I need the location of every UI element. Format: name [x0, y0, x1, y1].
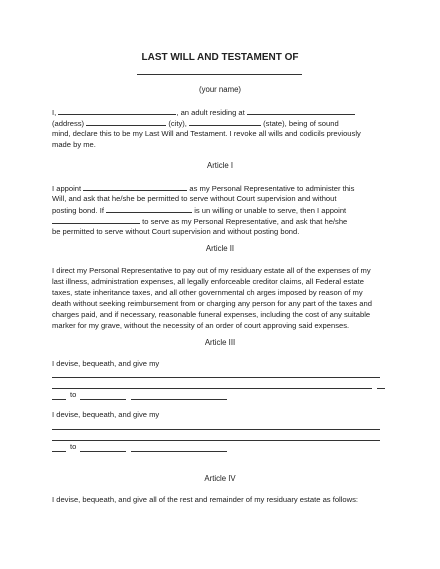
unwilling-label: is un willing or unable to serve, then I appoint — [194, 206, 347, 215]
devise-line-1: I devise, bequeath, and give my — [52, 359, 160, 368]
article-2-heading: Article II — [205, 244, 235, 253]
bequest-1-recipient-b[interactable] — [80, 399, 126, 400]
testator-name-field[interactable] — [58, 107, 176, 115]
bequest-2-recipient-c[interactable] — [131, 451, 227, 452]
article-4-heading: Article IV — [204, 474, 236, 483]
bequest-2-line-2[interactable] — [52, 440, 380, 441]
article-2-line-6: marker for my grave, without the necessity of an order of court approving said expenses. — [52, 321, 350, 330]
article-2-line-2: last illness, administration expenses, all legally enforceable creditor claims, all Federal estate — [52, 277, 364, 286]
city-label: (city), — [168, 119, 187, 128]
alternate-representative-field[interactable] — [52, 216, 140, 224]
intro-line-2 — [52, 118, 339, 129]
article-2-line-3: taxes, state inheritance taxes, and all other governmental ch arges imposed by reason of my — [52, 288, 363, 297]
city-field[interactable] — [189, 118, 261, 126]
bequest-1-line-2-end[interactable] — [377, 388, 385, 389]
article-2-line-1: I direct my Personal Representative to pay out of my residuary estate all of the expenses of my — [52, 266, 371, 275]
posting-bond-label: posting bond. If — [52, 206, 104, 215]
article-1-line-1 — [52, 183, 354, 194]
article-1-line-5: be permitted to serve without Court supervision and without posting bond. — [52, 227, 300, 236]
your-name-label: (your name) — [198, 85, 242, 94]
bequest-2-recipient-a[interactable] — [52, 451, 66, 452]
to-label-2: to — [70, 442, 77, 451]
devise-line-2: I devise, bequeath, and give my — [52, 410, 160, 419]
serve-label: to serve as my Personal Representative, and ask that he/she — [142, 217, 348, 226]
adult-residing-label: , an adult residing at — [176, 108, 245, 117]
article-1-line-3 — [52, 205, 346, 216]
bequest-1-line-2[interactable] — [52, 388, 372, 389]
bequest-1-recipient-a[interactable] — [52, 399, 66, 400]
intro-i-label: I, — [52, 108, 57, 117]
appoint-label: I appoint — [52, 184, 82, 193]
bequest-1-line-1[interactable] — [52, 377, 380, 378]
bequest-2-recipient-b[interactable] — [80, 451, 126, 452]
personal-representative-field[interactable] — [83, 183, 187, 191]
your-name-field[interactable] — [137, 74, 302, 75]
residence-field[interactable] — [247, 107, 355, 115]
article-3-heading: Article III — [204, 338, 236, 347]
intro-line-1 — [52, 107, 355, 118]
article-2-line-4: death without seeking reimbursement from or charging any person for any part of the taxes and — [52, 299, 372, 308]
article-2-line-5: charges paid, and if necessary, reasonable funeral expenses, including the cost of any suitable — [52, 310, 371, 319]
article-1-line-4 — [52, 216, 347, 227]
article-1-line-2: Will, and ask that he/she be permitted to serve without Court supervision and without — [52, 194, 337, 203]
article-4-line-1: I devise, bequeath, and give all of the rest and remainder of my residuary estate as follows: — [52, 495, 359, 504]
intro-line-3: mind, declare this to be my Last Will and Testament. I revoke all wills and codicils previously — [52, 129, 361, 138]
address-field[interactable] — [86, 118, 166, 126]
bequest-1-recipient-c[interactable] — [131, 399, 227, 400]
state-sound-mind-label: (state), being of sound — [263, 119, 339, 128]
address-label: (address) — [52, 119, 85, 128]
intro-line-4: made by me. — [52, 140, 96, 149]
to-label-1: to — [70, 390, 77, 399]
representative-unwilling-field[interactable] — [106, 205, 192, 213]
article-1-heading: Article I — [207, 161, 233, 170]
bequest-2-line-1[interactable] — [52, 429, 380, 430]
document-title: LAST WILL AND TESTAMENT OF — [141, 52, 299, 63]
administer-label: as my Personal Representative to administer this — [189, 184, 355, 193]
